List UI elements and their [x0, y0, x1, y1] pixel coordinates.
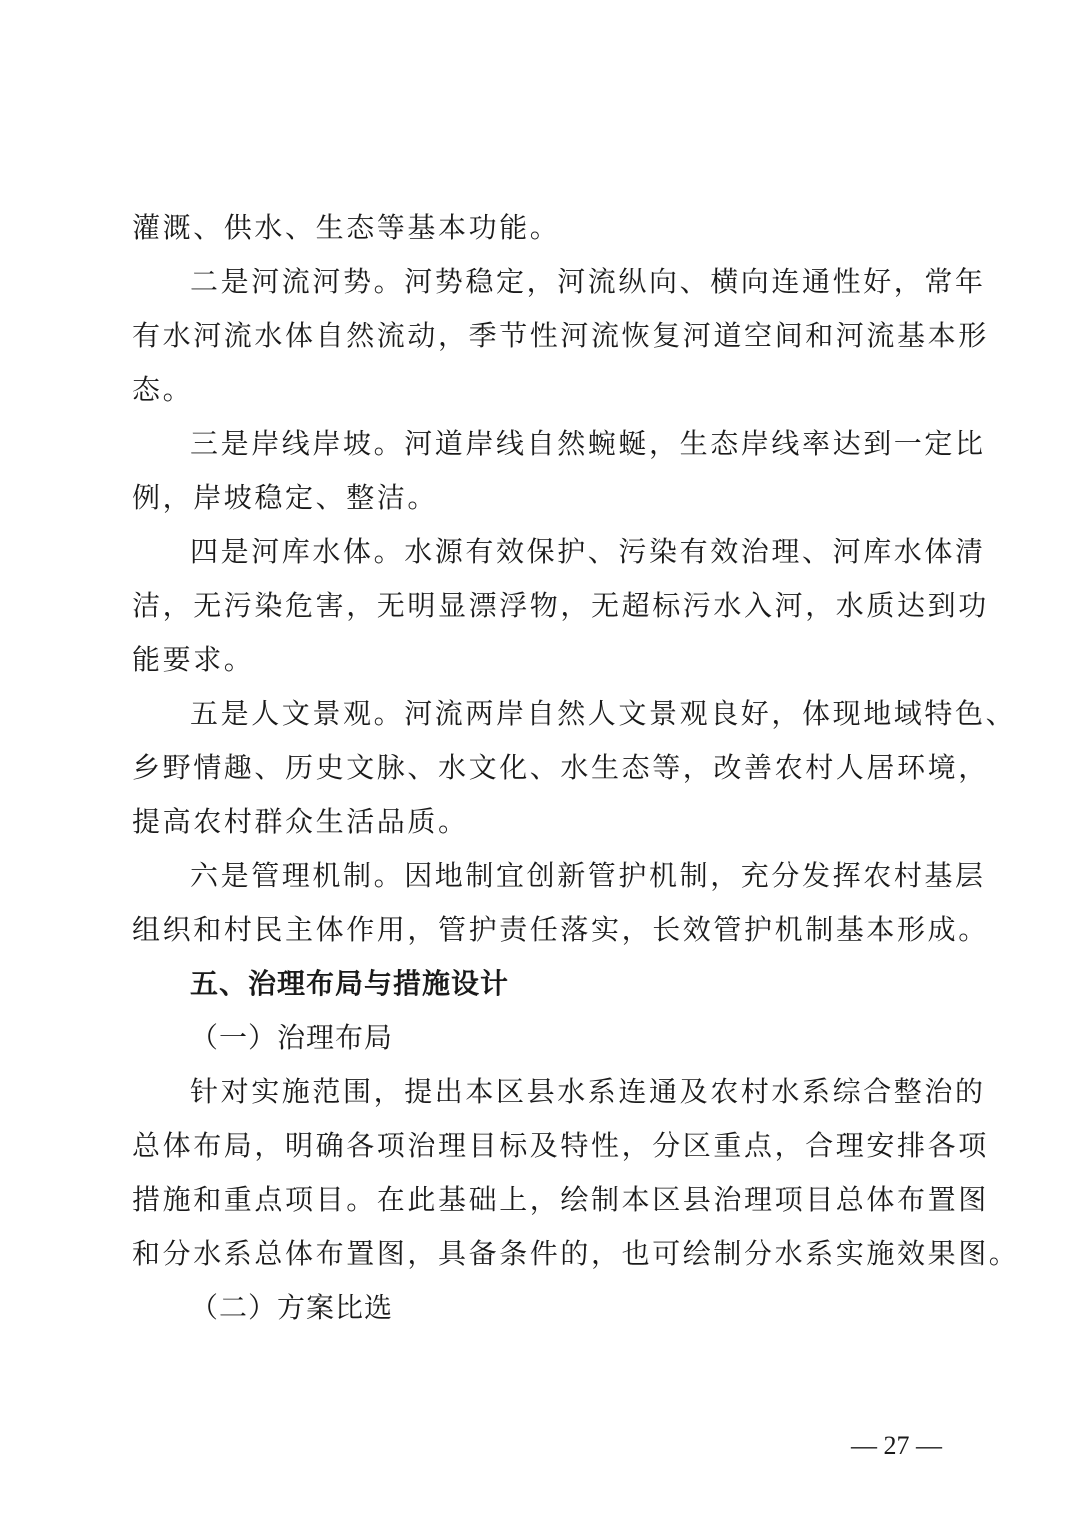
text-line: 提高农村群众生活品质。	[132, 805, 469, 838]
subsection-heading: （二）方案比选	[190, 1291, 394, 1324]
text-line: 六是管理机制。因地制宜创新管护机制，充分发挥农村基层	[190, 859, 986, 892]
text-line: 三是岸线岸坡。河道岸线自然蜿蜒，生态岸线率达到一定比	[190, 427, 986, 460]
text-line: 二是河流河势。河势稳定，河流纵向、横向连通性好，常年	[190, 265, 986, 298]
text-line: 针对实施范围，提出本区县水系连通及农村水系综合整治的	[190, 1075, 986, 1108]
text-line: 态。	[132, 373, 194, 406]
text-line: 总体布局，明确各项治理目标及特性，分区重点，合理安排各项	[132, 1129, 989, 1162]
text-line: 和分水系总体布置图，具备条件的，也可绘制分水系实施效果图。	[132, 1237, 1020, 1270]
text-line: 组织和村民主体作用，管护责任落实，长效管护机制基本形成。	[132, 913, 989, 946]
section-heading: 五、治理布局与措施设计	[190, 967, 510, 1000]
text-line: 四是河库水体。水源有效保护、污染有效治理、河库水体清	[190, 535, 986, 568]
subsection-heading: （一）治理布局	[190, 1021, 394, 1054]
text-line: 洁，无污染危害，无明显漂浮物，无超标污水入河，水质达到功	[132, 589, 989, 622]
page-number: — 27 —	[851, 1431, 942, 1460]
text-line: 灌溉、供水、生态等基本功能。	[132, 211, 561, 244]
text-line: 能要求。	[132, 643, 255, 676]
text-line: 有水河流水体自然流动，季节性河流恢复河道空间和河流基本形	[132, 319, 989, 352]
text-line: 例，岸坡稳定、整洁。	[132, 481, 439, 514]
text-line: 措施和重点项目。在此基础上，绘制本区县治理项目总体布置图	[132, 1183, 989, 1216]
text-line: 五是人文景观。河流两岸自然人文景观良好，体现地域特色、	[190, 697, 1017, 730]
text-line: 乡野情趣、历史文脉、水文化、水生态等，改善农村人居环境，	[132, 751, 989, 784]
